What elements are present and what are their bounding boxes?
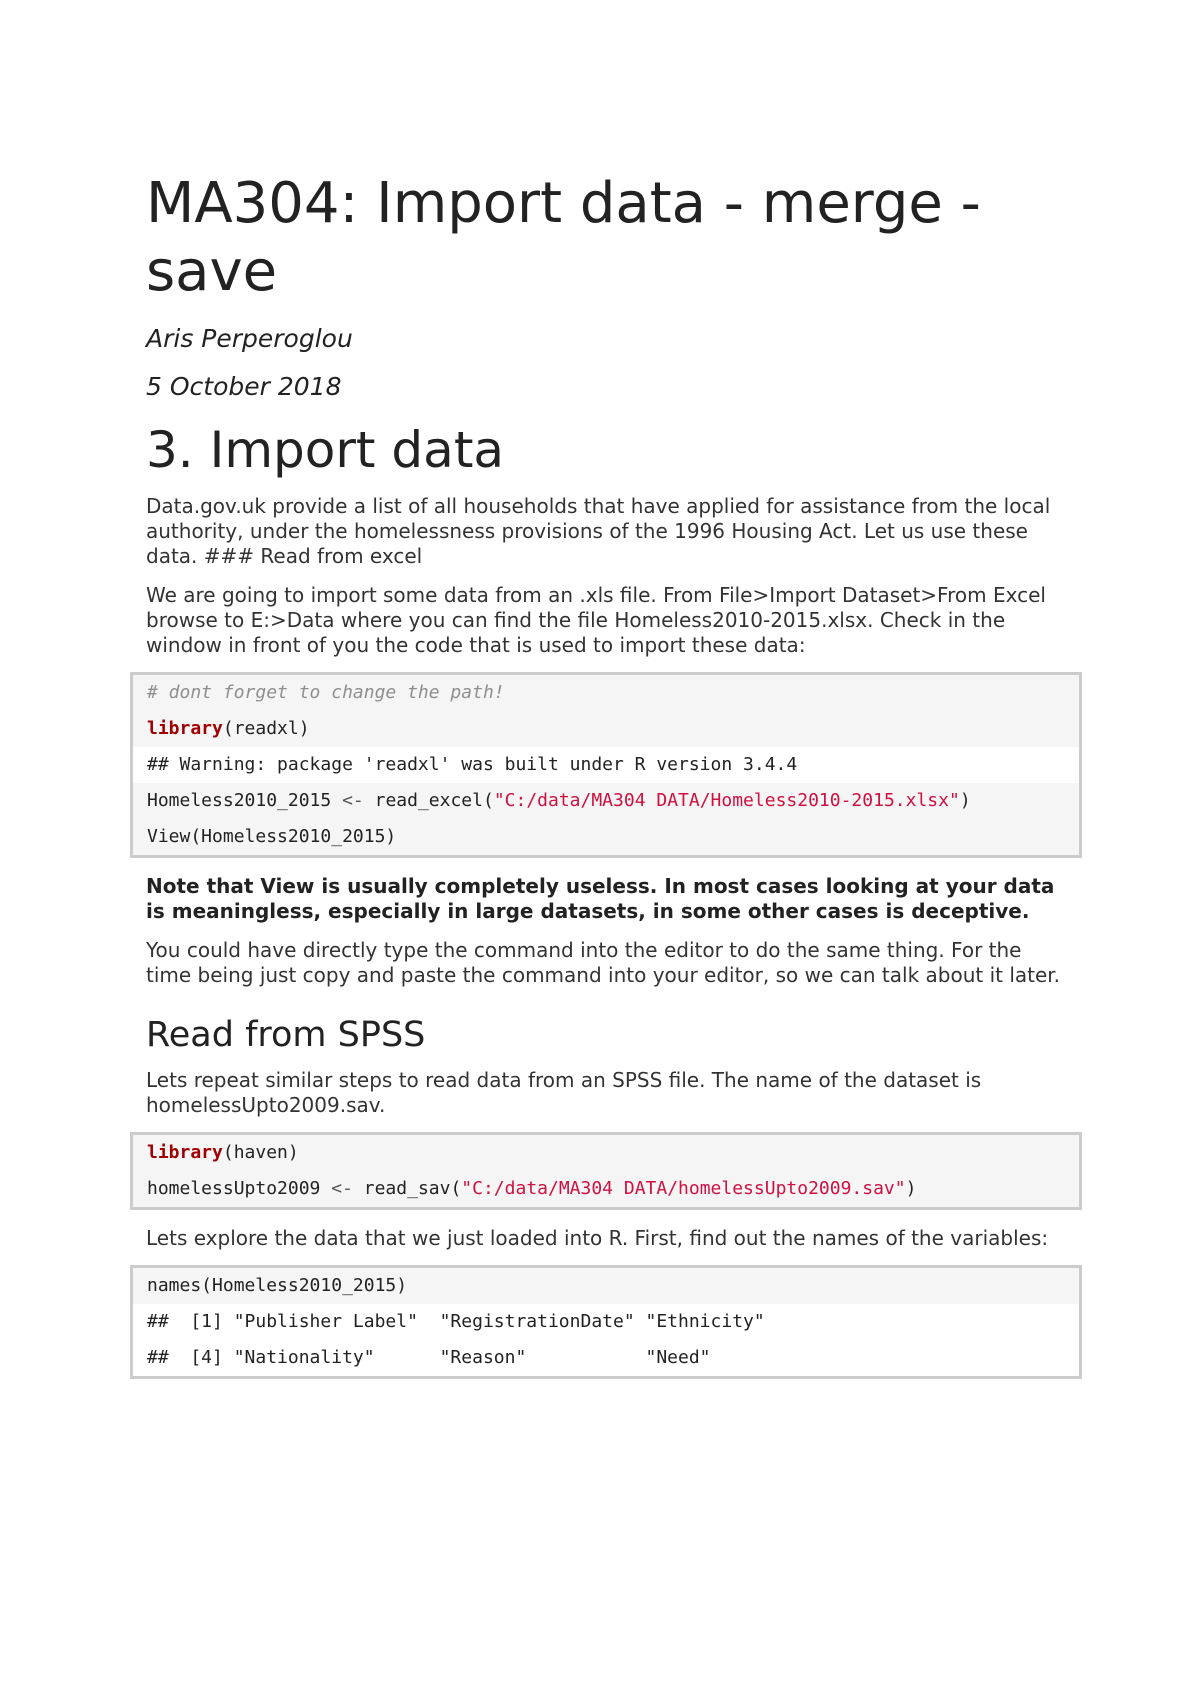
- path-string: "C:/data/MA304 DATA/Homeless2010-2015.xlsx": [493, 790, 960, 811]
- assign-lhs: Homeless2010_2015: [147, 790, 343, 811]
- code-output-names-2: ## [4] "Nationality" "Reason" "Need": [133, 1340, 1079, 1376]
- paragraph-import-instructions: We are going to import some data from an .xls file. From File>Import Dataset>From Excel browse to E:>Data where you can find the file Homeless2010-2015.xlsx. Check in the window in front of you the code that is used to import these data:: [146, 583, 1046, 657]
- paragraph-explore: Lets explore the data that we just loaded into R. First, find out the names of the variables:: [146, 1226, 1049, 1250]
- document-page: [146, 170, 1066, 1395]
- code-library-haven: [133, 1135, 1079, 1171]
- assign-lhs: homelessUpto2009: [147, 1178, 332, 1199]
- section-heading-import-data: 3. Import data: [146, 421, 505, 479]
- comment-text: # dont forget to change the path!: [147, 682, 505, 703]
- path-string: "C:/data/MA304 DATA/homelessUpto2009.sav": [461, 1178, 906, 1199]
- code-read-excel: [133, 783, 1079, 819]
- document-title: MA304: Import data - merge - save: [146, 171, 981, 304]
- code-library-readxl: [133, 711, 1079, 747]
- assign-close: ): [905, 1178, 917, 1199]
- paragraph-spss: Lets repeat similar steps to read data from an SPSS file. The name of the dataset is homelessUpto2009.sav.: [146, 1068, 982, 1117]
- assign-function: read_excel(: [363, 790, 494, 811]
- note-view: Note that View is usually completely useless. In most cases looking at your data is meaningless, especially in large datasets, in some other cases is deceptive.: [146, 874, 1055, 923]
- library-arg: (haven): [222, 1142, 299, 1163]
- code-output-warning: ## Warning: package 'readxl' was built under R version 3.4.4: [133, 747, 1079, 783]
- section-heading-spss: Read from SPSS: [146, 1015, 426, 1055]
- paragraph-editor: You could have directly type the command into the editor to do the same thing. For the time being just copy and paste the command into your editor, so we can talk about it later.: [146, 938, 1061, 987]
- date: 5 October 2018: [146, 372, 342, 401]
- keyword-library: library: [147, 1142, 223, 1163]
- keyword-library: library: [147, 718, 223, 739]
- code-names-call: names(Homeless2010_2015): [147, 1275, 408, 1296]
- code-view: View(Homeless2010_2015): [147, 826, 397, 847]
- library-arg: (readxl): [222, 718, 310, 739]
- author: Aris Perperoglou: [146, 324, 353, 353]
- assign-operator: <-: [342, 790, 364, 811]
- code-read-sav: [133, 1171, 1079, 1207]
- code-block-haven[interactable]: [130, 1132, 1082, 1210]
- code-block-names[interactable]: [130, 1265, 1082, 1379]
- code-block-readxl[interactable]: [130, 672, 1082, 858]
- assign-function: read_sav(: [352, 1178, 462, 1199]
- code-output-names-1: ## [1] "Publisher Label" "RegistrationDate" "Ethnicity": [133, 1304, 1079, 1340]
- assign-close: ): [959, 790, 971, 811]
- assign-operator: <-: [331, 1178, 353, 1199]
- code-comment: [133, 675, 1079, 711]
- paragraph-intro: Data.gov.uk provide a list of all households that have applied for assistance from the local authority, under the homelessness provisions of the 1996 Housing Act. Let us use these data. ### Read from excel: [146, 494, 1051, 568]
